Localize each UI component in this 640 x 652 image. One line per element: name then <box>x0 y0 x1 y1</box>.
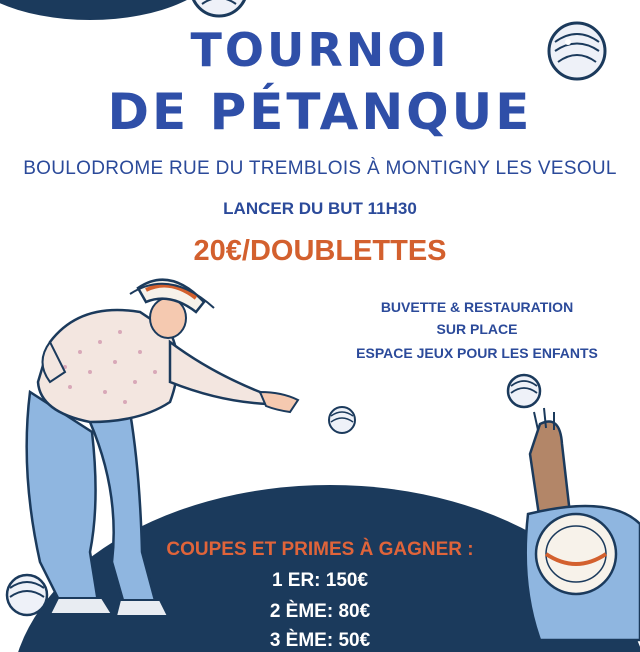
info-line: ESPACE JEUX POUR LES ENFANTS <box>356 345 598 361</box>
prize-first: 1 ER: 150€ <box>271 570 369 591</box>
title-line2: DE PÉTANQUE <box>107 83 533 141</box>
boule-icon <box>188 0 250 18</box>
prizes-heading: COUPES ET PRIMES À GAGNER : <box>166 539 474 560</box>
info-line: BUVETTE & RESTAURATION <box>380 299 574 315</box>
prize-third: 3 ÈME: 50€ <box>269 630 371 651</box>
entry-price: 20€/DOUBLETTES <box>193 235 447 267</box>
prize-second: 2 ÈME: 80€ <box>269 601 371 622</box>
top-left-navy-arc <box>0 0 220 20</box>
venue-address: BOULODROME RUE DU TREMBLOIS À MONTIGNY LES VESOUL <box>23 158 617 179</box>
boule-icon <box>326 404 358 436</box>
info-line: SUR PLACE <box>436 321 518 337</box>
title-line1: TOURNOI <box>190 23 450 77</box>
throw-time: LANCER DU BUT 11H30 <box>223 199 417 218</box>
